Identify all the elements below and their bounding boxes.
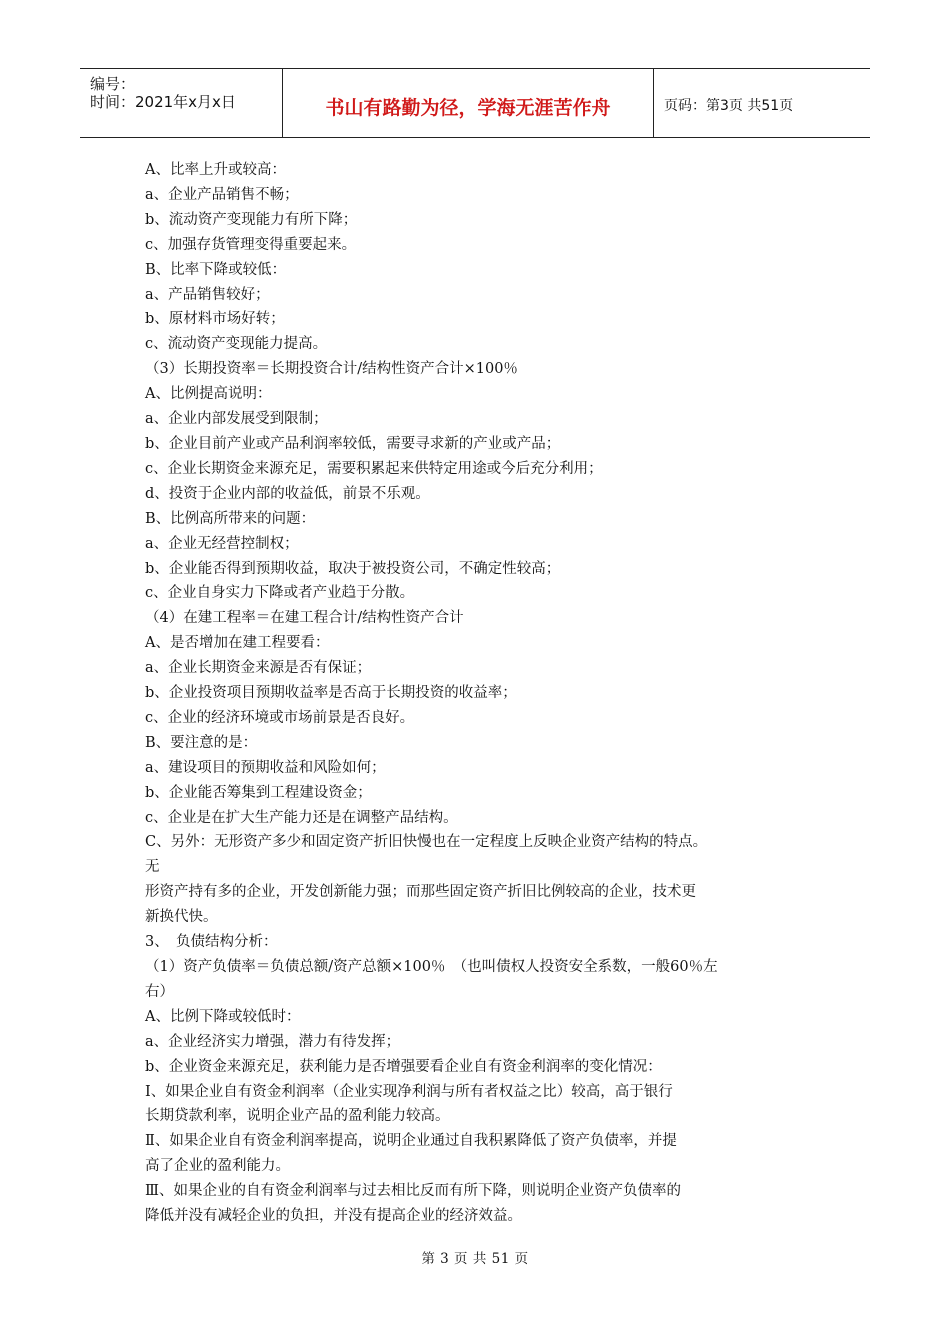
text-line: b、企业能否得到预期收益，取决于被投资公司，不确定性较高；: [145, 560, 561, 577]
text-line: （1）资产负债率＝负债总额/资产总额×100％ （也叫债权人投资安全系数，一般60％左: [145, 959, 718, 975]
text-line: c、企业是在扩大生产能力还是在调整产品结构。: [145, 809, 458, 826]
document-body: [145, 158, 815, 1229]
text-line: （3）长期投资率＝长期投资合计/结构性资产合计×100％: [145, 361, 518, 378]
text-line: c、企业自身实力下降或者产业趋于分散。: [145, 585, 415, 602]
text-line: a、企业内部发展受到限制；: [145, 411, 328, 428]
text-line: Ⅱ、如果企业自有资金利润率提高，说明企业通过自我积累降低了资产负债率，并提: [145, 1133, 677, 1150]
text-line: Ⅲ、如果企业的自有资金利润率与过去相比反而有所下降，则说明企业资产负债率的: [145, 1183, 681, 1200]
text-line: 无: [145, 859, 160, 876]
header-page-cell: [654, 69, 870, 137]
text-line: a、企业无经营控制权；: [145, 535, 299, 552]
page-footer: 第 3 页 共 51 页: [421, 1251, 529, 1267]
text-line: b、企业能否筹集到工程建设资金；: [145, 784, 372, 801]
text-line: A、比例提高说明：: [145, 386, 272, 403]
header-motto-cell: [283, 69, 654, 137]
text-line: a、企业长期资金来源是否有保证；: [145, 660, 372, 677]
text-line: 3、 负债结构分析：: [145, 934, 278, 951]
text-line: （4）在建工程率＝在建工程合计/结构性资产合计: [145, 610, 464, 627]
text-line: B、比例高所带来的问题：: [145, 510, 316, 527]
text-line: 右）: [145, 983, 174, 1000]
text-line: 降低并没有减轻企业的负担，并没有提高企业的经济效益。: [145, 1208, 522, 1225]
page-header: [80, 68, 870, 138]
text-line: a、企业经济实力增强，潜力有待发挥；: [145, 1033, 401, 1050]
text-line: a、企业产品销售不畅；: [145, 186, 299, 203]
text-line: b、企业资金来源充足，获利能力是否增强要看企业自有资金利润率的变化情况：: [145, 1058, 662, 1075]
text-line: c、企业的经济环境或市场前景是否良好。: [145, 709, 415, 726]
text-line: 形资产持有多的企业，开发创新能力强；而那些固定资产折旧比例较高的企业，技术更: [145, 884, 696, 901]
text-line: a、建设项目的预期收益和风险如何；: [145, 759, 386, 776]
text-line: A、比例下降或较低时：: [145, 1008, 301, 1025]
text-line: Ⅰ、如果企业自有资金利润率（企业实现净利润与所有者权益之比）较高，高于银行: [145, 1083, 673, 1100]
header-info-cell: [80, 69, 283, 137]
text-line: b、企业投资项目预期收益率是否高于长期投资的收益率；: [145, 685, 517, 702]
text-line: B、要注意的是：: [145, 734, 258, 751]
page-info: 页码：第3页 共51页: [664, 98, 794, 114]
text-line: c、企业长期资金来源充足，需要积累起来供特定用途或今后充分利用；: [145, 460, 603, 477]
text-line: b、原材料市场好转；: [145, 311, 285, 328]
text-line: a、产品销售较好；: [145, 286, 270, 303]
text-line: 新换代快。: [145, 909, 218, 926]
text-line: c、流动资产变现能力提高。: [145, 336, 328, 353]
text-line: b、企业目前产业或产品利润率较低，需要寻求新的产业或产品；: [145, 435, 561, 452]
text-line: 高了企业的盈利能力。: [145, 1158, 290, 1175]
text-line: d、投资于企业内部的收益低，前景不乐观。: [145, 485, 430, 502]
text-line: b、流动资产变现能力有所下降；: [145, 211, 358, 228]
time-label: 时间：2021年x月x日: [90, 93, 236, 111]
text-line: B、比率下降或较低：: [145, 261, 287, 278]
text-line: C、另外：无形资产多少和固定资产折旧快慢也在一定程度上反映企业资产结构的特点。: [145, 834, 708, 851]
text-line: A、比率上升或较高：: [145, 162, 286, 178]
motto: 书山有路勤为径，学海无涯苦作舟: [325, 97, 611, 119]
text-line: c、加强存货管理变得重要起来。: [145, 236, 357, 253]
text-line: A、是否增加在建工程要看：: [145, 635, 330, 652]
number-label: 编号：: [90, 75, 136, 93]
text-line: 长期贷款利率，说明企业产品的盈利能力较高。: [145, 1108, 450, 1125]
